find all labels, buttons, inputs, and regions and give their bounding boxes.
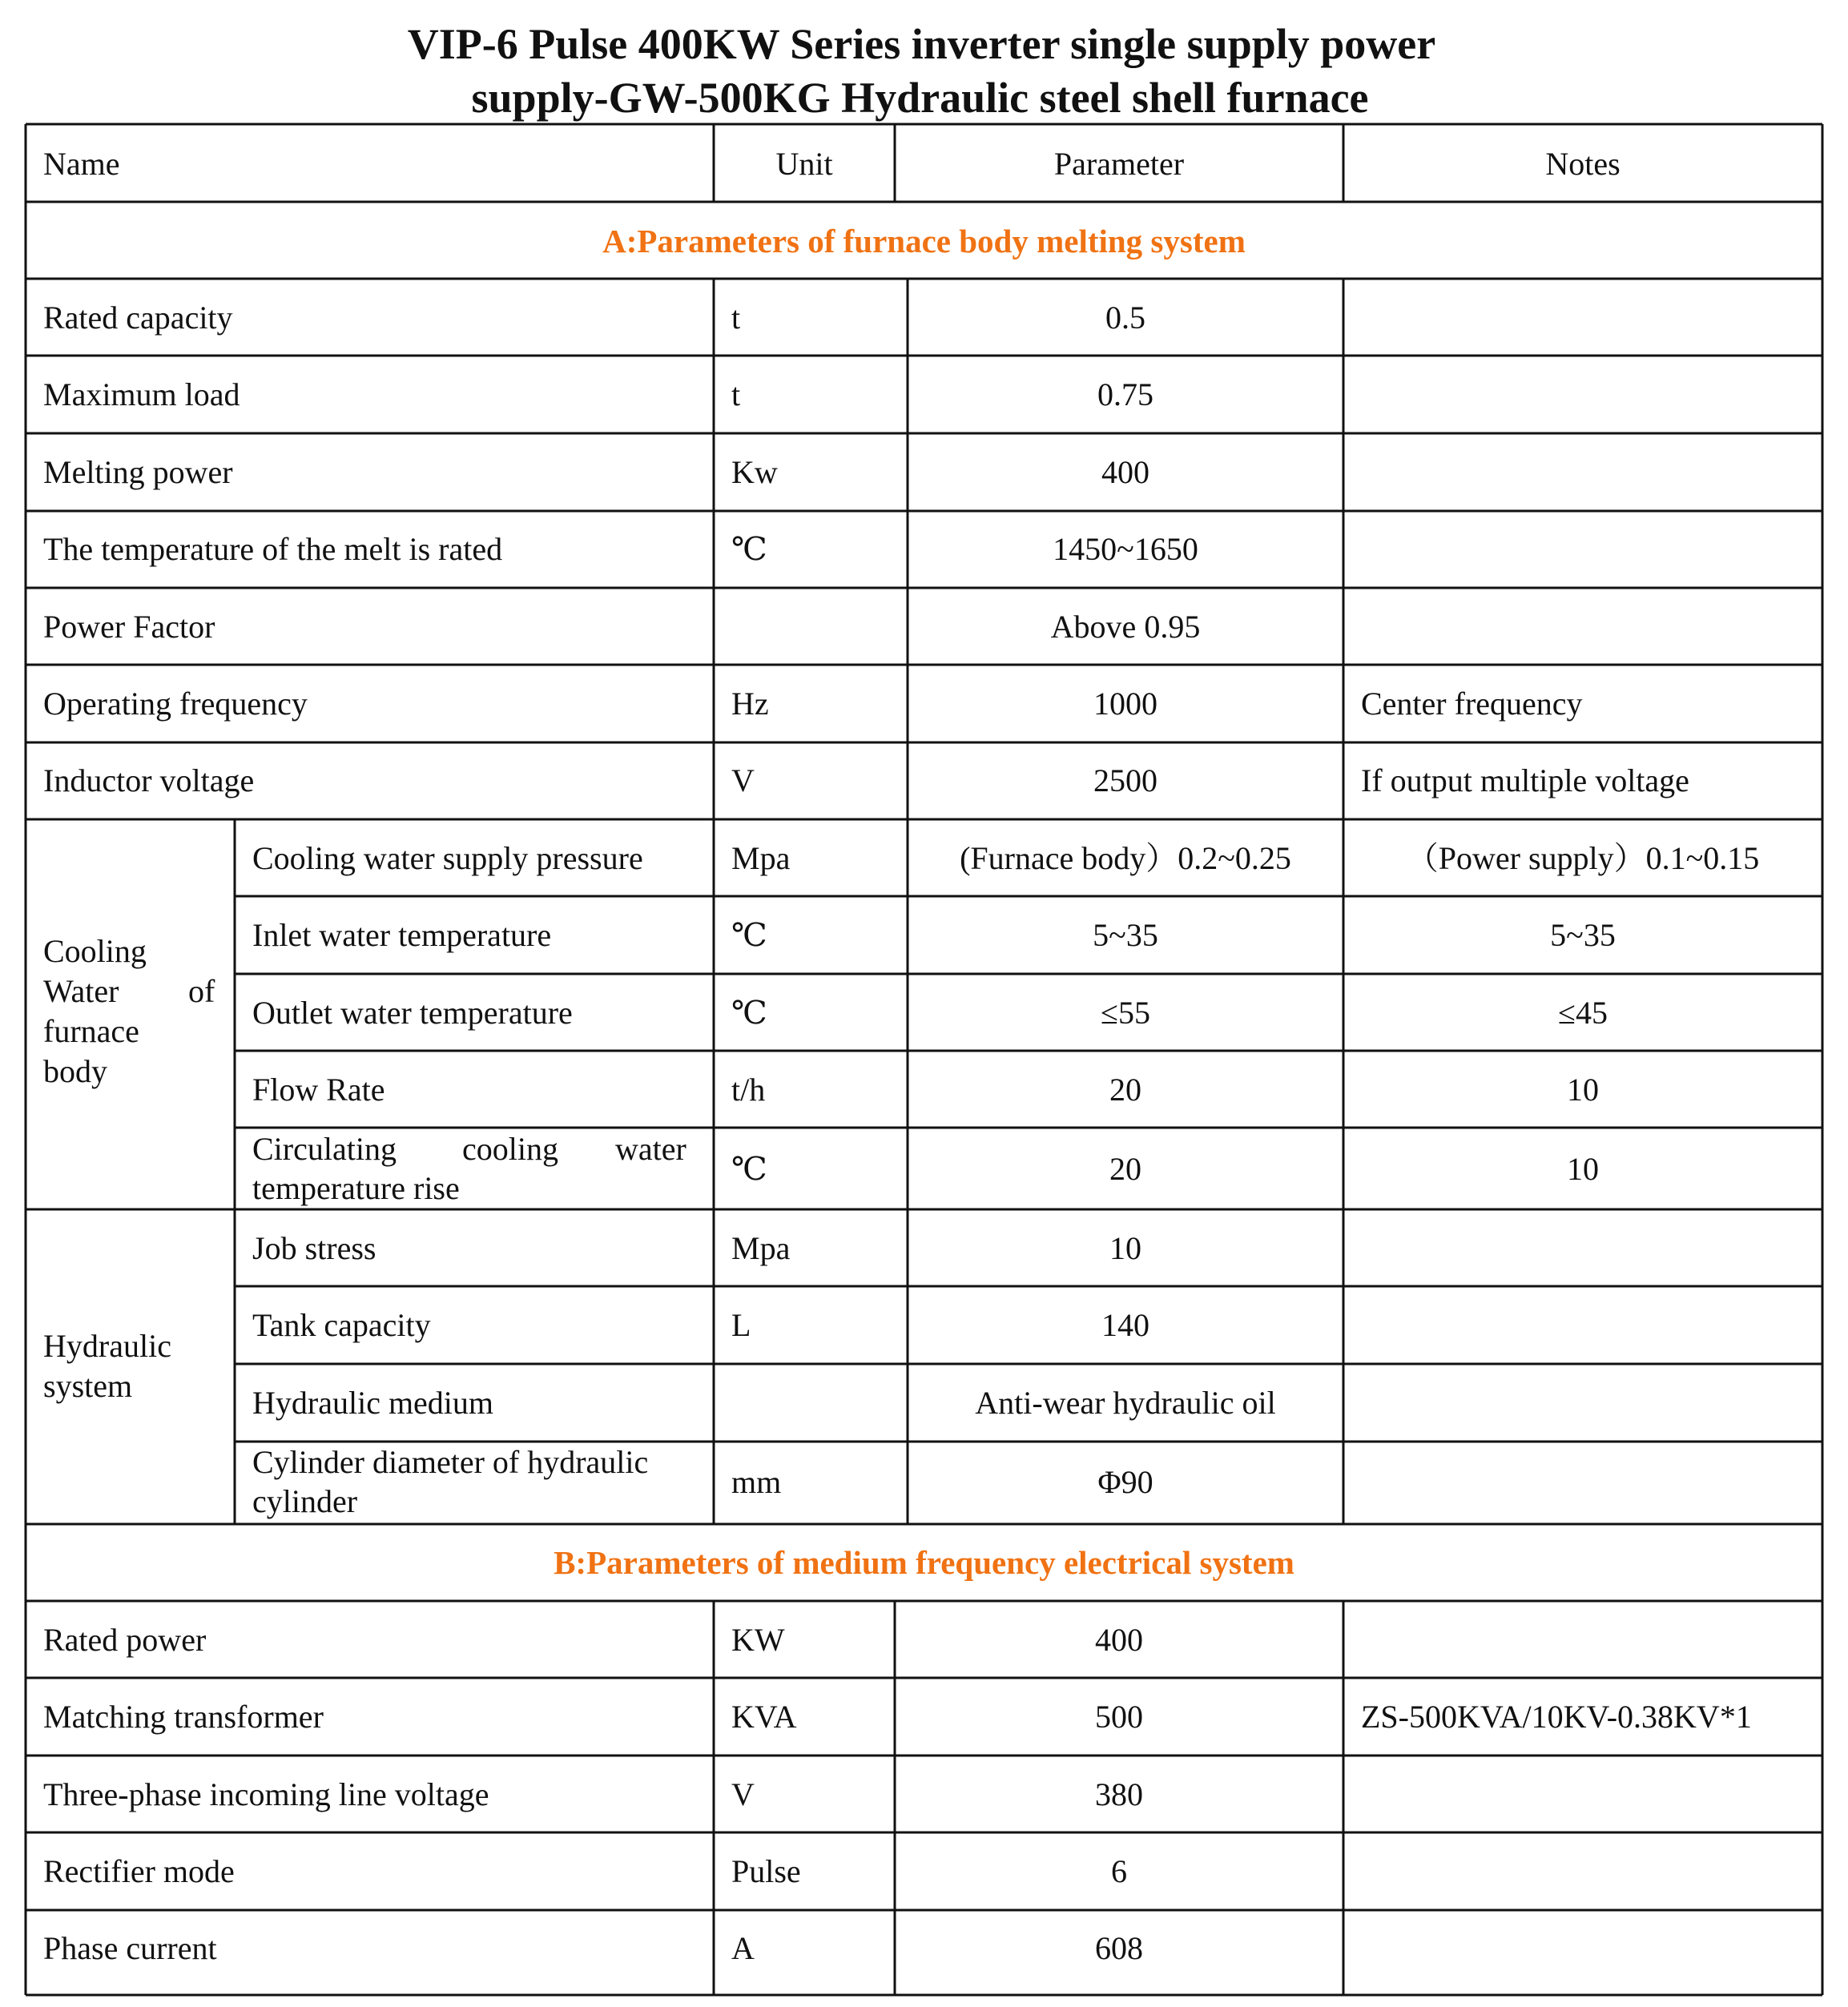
header-name: Name <box>43 146 120 182</box>
row-unit: Mpa <box>731 840 791 876</box>
row-notes: （Power supply）0.1~0.15 <box>1406 840 1760 876</box>
row-notes: 10 <box>1567 1151 1599 1187</box>
row-name-line1: Cylinder diameter of hydraulic <box>252 1444 649 1480</box>
group-label-line: system <box>43 1368 133 1404</box>
row-name-word: Circulating <box>252 1131 397 1167</box>
row-unit: Pulse <box>731 1853 801 1889</box>
row-parameter: 500 <box>1095 1699 1143 1735</box>
row-parameter: 380 <box>1095 1776 1143 1812</box>
row-unit: ℃ <box>731 995 767 1031</box>
title-line-2: supply-GW-500KG Hydraulic steel shell furnace <box>471 74 1369 122</box>
row-parameter: 1000 <box>1093 686 1158 722</box>
row-unit: A <box>731 1930 755 1966</box>
row-name: Rectifier mode <box>43 1853 235 1889</box>
group-label-line: of <box>188 973 215 1009</box>
row-name: Maximum load <box>43 376 240 412</box>
row-unit: mm <box>731 1464 782 1500</box>
row-name: Job stress <box>252 1230 376 1266</box>
row-name: Outlet water temperature <box>252 995 573 1031</box>
row-name: Melting power <box>43 454 233 490</box>
row-name: Power Factor <box>43 609 215 645</box>
row-unit: V <box>731 1776 755 1812</box>
row-parameter: 0.5 <box>1105 300 1145 336</box>
row-parameter: ≤55 <box>1101 995 1150 1031</box>
row-unit: Mpa <box>731 1230 791 1266</box>
row-parameter: 2500 <box>1093 762 1158 798</box>
row-unit: t <box>731 376 741 412</box>
row-unit: t/h <box>731 1072 766 1108</box>
row-parameter: 0.75 <box>1097 376 1153 412</box>
row-unit: KW <box>731 1622 785 1658</box>
group-label-line: Water <box>43 973 119 1009</box>
row-name: Cooling water supply pressure <box>252 840 643 876</box>
row-unit: L <box>731 1307 751 1343</box>
section-b-title: B:Parameters of medium frequency electrical system <box>554 1544 1294 1581</box>
row-name: Rated power <box>43 1622 207 1658</box>
row-name: Inlet water temperature <box>252 917 552 953</box>
row-unit: ℃ <box>731 531 767 567</box>
row-name: Three-phase incoming line voltage <box>43 1776 489 1812</box>
row-name-word: water <box>615 1131 686 1167</box>
row-parameter: 400 <box>1101 454 1149 490</box>
row-notes: ≤45 <box>1558 995 1608 1031</box>
row-parameter: Anti-wear hydraulic oil <box>975 1385 1276 1421</box>
row-unit: KVA <box>731 1699 797 1735</box>
row-parameter: 20 <box>1109 1151 1141 1187</box>
header-notes: Notes <box>1545 146 1621 182</box>
group-label-line: furnace <box>43 1013 139 1049</box>
row-unit: Kw <box>731 454 778 490</box>
row-unit: Hz <box>731 686 769 722</box>
row-parameter: 10 <box>1109 1230 1141 1266</box>
section-a-title: A:Parameters of furnace body melting system <box>602 223 1246 259</box>
row-name: Operating frequency <box>43 686 308 722</box>
row-name: Tank capacity <box>252 1307 431 1343</box>
row-parameter: 400 <box>1095 1622 1143 1658</box>
row-name: The temperature of the melt is rated <box>43 531 503 567</box>
row-parameter: 1450~1650 <box>1053 531 1198 567</box>
row-notes: Center frequency <box>1361 686 1583 722</box>
row-name-line2: cylinder <box>252 1483 358 1519</box>
row-parameter: Φ90 <box>1097 1464 1153 1500</box>
row-parameter: 5~35 <box>1093 917 1158 953</box>
row-notes: 10 <box>1567 1072 1599 1108</box>
row-unit: t <box>731 300 741 336</box>
group-label-line: body <box>43 1053 107 1089</box>
document-title <box>0 18 1848 125</box>
row-name-line2: temperature rise <box>252 1170 460 1206</box>
row-parameter: 6 <box>1111 1853 1127 1889</box>
row-name: Matching transformer <box>43 1699 324 1735</box>
row-unit: ℃ <box>731 1151 767 1187</box>
row-parameter: 140 <box>1101 1307 1149 1343</box>
row-notes: ZS-500KVA/10KV-0.38KV*1 <box>1361 1699 1752 1735</box>
row-unit: ℃ <box>731 917 767 953</box>
header-parameter: Parameter <box>1053 146 1185 182</box>
row-name: Hydraulic medium <box>252 1385 494 1421</box>
header-unit: Unit <box>775 146 833 182</box>
row-parameter: 608 <box>1095 1930 1143 1966</box>
group-label-line: Hydraulic <box>43 1328 171 1364</box>
row-name: Inductor voltage <box>43 762 255 798</box>
row-name-word: cooling <box>462 1131 558 1167</box>
row-name: Rated capacity <box>43 300 233 336</box>
row-notes: If output multiple voltage <box>1361 762 1689 798</box>
row-parameter: Above 0.95 <box>1050 609 1201 645</box>
row-parameter: 20 <box>1109 1072 1141 1108</box>
row-parameter: (Furnace body）0.2~0.25 <box>960 840 1291 876</box>
row-name: Flow Rate <box>252 1072 385 1108</box>
row-name: Phase current <box>43 1930 217 1966</box>
row-notes: 5~35 <box>1550 917 1616 953</box>
row-unit: V <box>731 762 755 798</box>
title-line-1: VIP-6 Pulse 400KW Series inverter single supply power <box>407 20 1436 68</box>
group-label-line: Cooling <box>43 933 147 969</box>
